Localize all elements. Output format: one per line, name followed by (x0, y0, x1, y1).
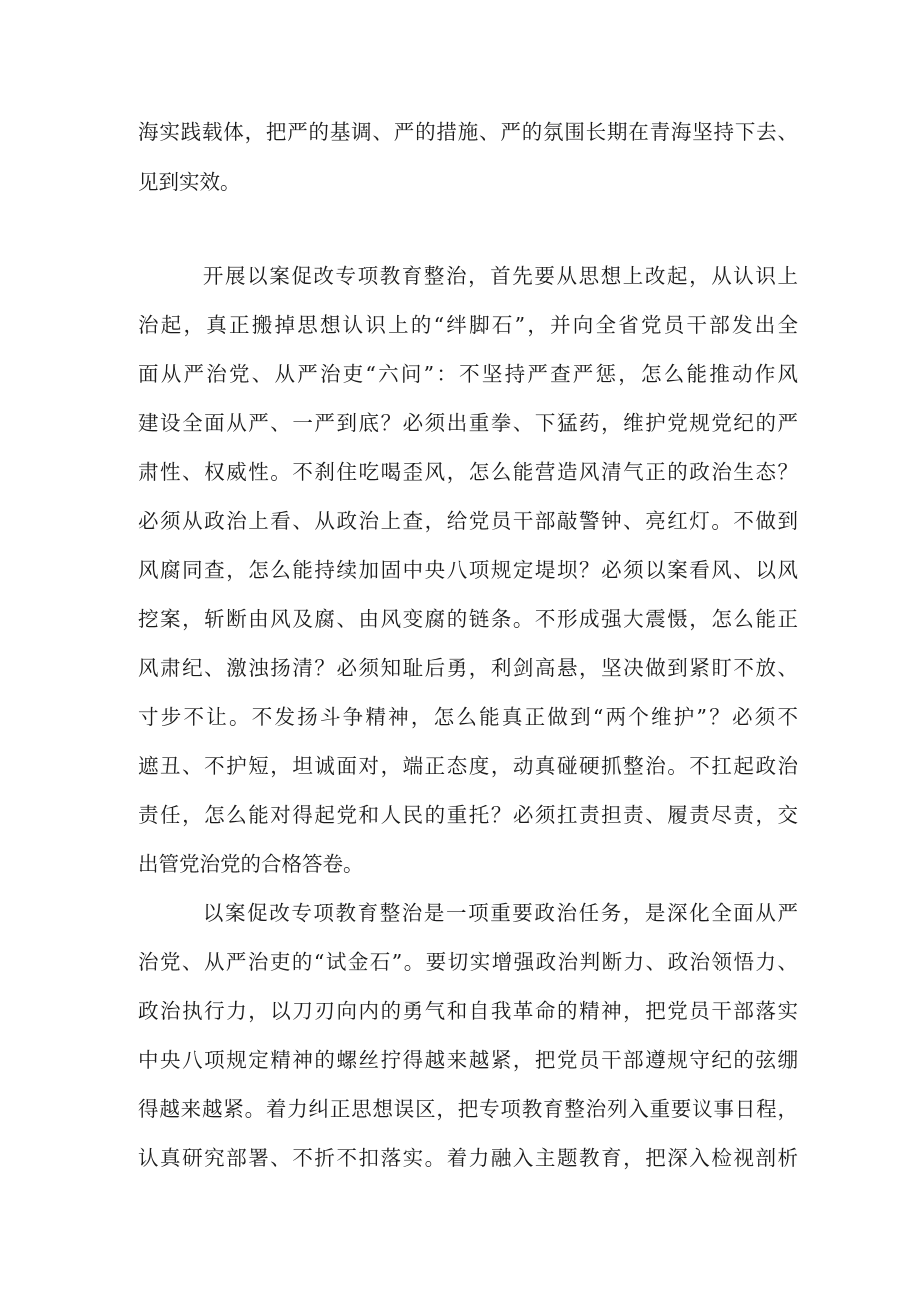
paragraph-2-line-4: 建设全面从严、一严到底？必须出重拳、下猛药，维护党规党纪的严 (138, 411, 798, 435)
paragraph-2-line-2: 治起，真正搬掉思想认识上的“绊脚石”，并向全省党员干部发出全 (138, 313, 798, 337)
paragraph-3-line-4: 中央八项规定精神的螺丝拧得越来越紧，把党员干部遵规守纪的弦绷 (138, 1048, 798, 1072)
paragraph-3-line-1: 以案促改专项教育整治是一项重要政治任务，是深化全面从严 (138, 901, 798, 925)
paragraph-2-line-6: 必须从政治上看、从政治上查，给党员干部敲警钟、亮红灯。不做到 (138, 509, 798, 533)
paragraph-1-line-1: 海实践载体，把严的基调、严的措施、严的氛围长期在青海坚持下去、 (138, 120, 798, 144)
paragraph-1-line-2: 见到实效。 (138, 170, 241, 194)
paragraph-3-line-5: 得越来越紧。着力纠正思想误区，把专项教育整治列入重要议事日程， (138, 1097, 798, 1121)
paragraph-2-line-3: 面从严治党、从严治吏“六问”：不坚持严查严惩，怎么能推动作风 (138, 362, 798, 386)
paragraph-2-line-8: 挖案，斩断由风及腐、由风变腐的链条。不形成强大震慑，怎么能正 (138, 607, 798, 631)
paragraph-2-line-13: 出管党治党的合格答卷。 (138, 852, 364, 876)
paragraph-3-line-3: 政治执行力，以刀刃向内的勇气和自我革命的精神，把党员干部落实 (138, 999, 798, 1023)
paragraph-2-line-12: 责任，怎么能对得起党和人民的重托？必须扛责担责、履责尽责，交 (138, 803, 798, 827)
paragraph-2-line-1: 开展以案促改专项教育整治，首先要从思想上改起，从认识上 (138, 264, 798, 288)
paragraph-3-line-6: 认真研究部署、不折不扣落实。着力融入主题教育，把深入检视剖析 (138, 1146, 798, 1170)
paragraph-2-line-7: 风腐同查，怎么能持续加固中央八项规定堤坝？必须以案看风、以风 (138, 558, 798, 582)
paragraph-2-line-10: 寸步不让。不发扬斗争精神，怎么能真正做到“两个维护”？必须不 (138, 705, 798, 729)
paragraph-2-line-11: 遮丑、不护短，坦诚面对，端正态度，动真碰硬抓整治。不扛起政治 (138, 754, 798, 778)
paragraph-3-line-2: 治党、从严治吏的“试金石”。要切实增强政治判断力、政治领悟力、 (138, 950, 798, 974)
paragraph-2-line-9: 风肃纪、激浊扬清？必须知耻后勇，利剑高悬，坚决做到紧盯不放、 (138, 656, 798, 680)
paragraph-2-line-5: 肃性、权威性。不刹住吃喝歪风，怎么能营造风清气正的政治生态？ (138, 460, 798, 484)
